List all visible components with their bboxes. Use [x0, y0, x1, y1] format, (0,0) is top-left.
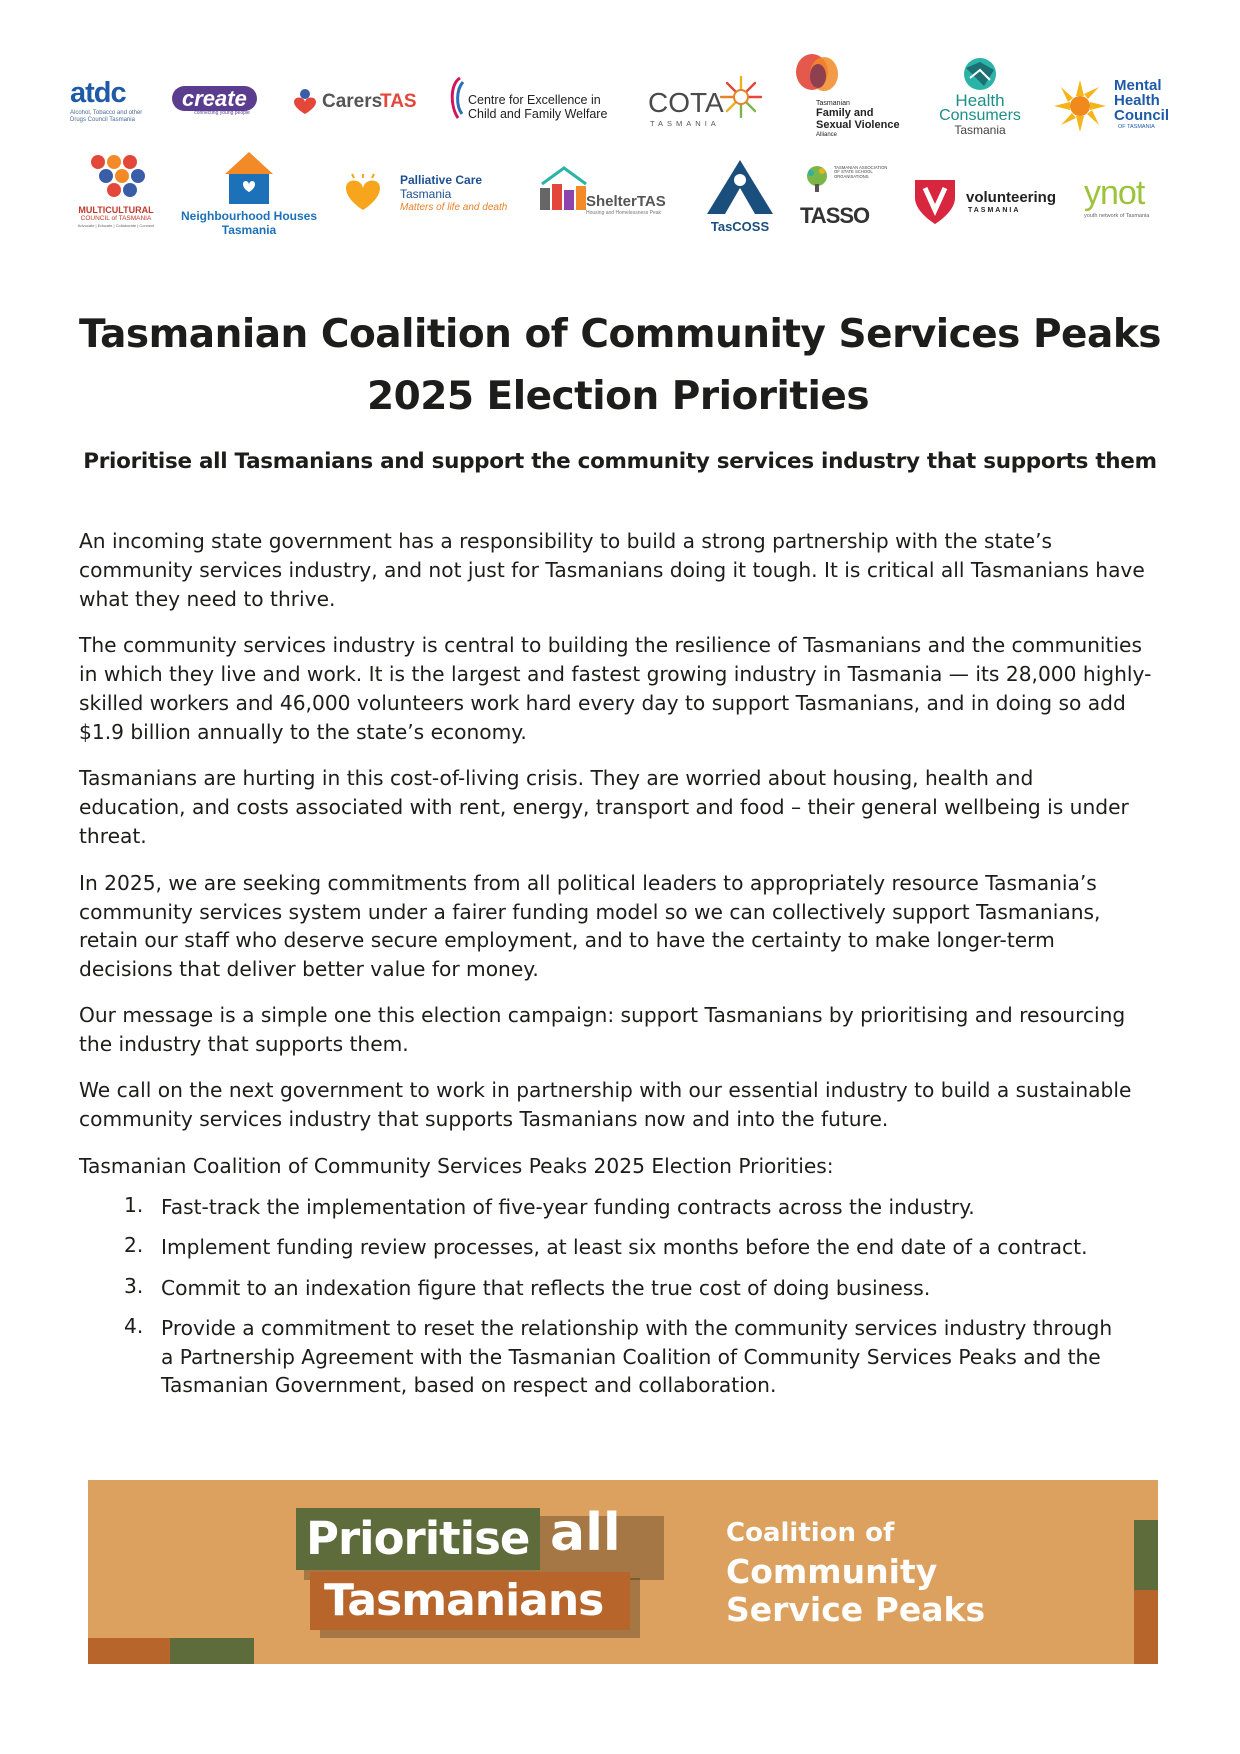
campaign-banner [88, 1480, 1158, 1664]
banner-block-rust-left [88, 1638, 170, 1664]
list-item-text: a Partnership Agreement with the Tasmanian Coalition of Community Services Peaks and the [161, 1345, 1101, 1369]
ynot-logo-name: ynot [1084, 174, 1145, 212]
p3-line3: threat. [79, 824, 147, 848]
cfecfw-logo [448, 76, 628, 124]
mhc-line4: OF TASMANIA [1118, 124, 1155, 130]
hct-line3: Tasmania [954, 123, 1006, 137]
ynot-logo [1084, 176, 1180, 228]
shelter-tas-logo [534, 164, 674, 226]
tasso-small-text: TASMANIAN ASSOCIATION OF STATE SCHOOL ORGANISATIONS [834, 165, 888, 179]
page-subtitle: Prioritise all Tasmanians and support the community services industry that supports them [83, 449, 1157, 474]
fsva-line1: Tasmanian [816, 100, 850, 107]
banner-block-green-right [1134, 1520, 1158, 1590]
p1-line3: what they need to thrive. [79, 587, 336, 611]
create-logo-sub: connecting young people [194, 110, 250, 117]
create-logo [172, 86, 272, 116]
mhc-sun-icon [1052, 78, 1108, 134]
p2-line2: in which they live and work. It is the largest and fastest growing industry in Tasmania — its 28,000 highly- [79, 662, 1152, 686]
pct-logo [340, 168, 520, 226]
carers-heart-icon [290, 88, 320, 116]
volunteering-logo [912, 176, 1062, 230]
carers-logo-name2: TAS [380, 91, 417, 112]
ynot-logo-sub: youth network of Tasmania [1084, 212, 1150, 219]
p6-line1: We call on the next government to work in partnership with our essential industry to build a sustainable [79, 1078, 1132, 1102]
shelter-logo-name: ShelterTAS [586, 193, 666, 210]
list-item-text: Implement funding review processes, at least six months before the end date of a contract. [161, 1235, 1088, 1259]
atdc-logo-sub: Alcohol, Tobacco and other Drugs Council Tasmania [70, 110, 143, 123]
banner-word-all: all [550, 1503, 621, 1563]
p5-line1: Our message is a simple one this election campaign: support Tasmanians by prioritising and resourcing [79, 1003, 1126, 1027]
mcot-logo [68, 152, 164, 234]
list-item-number: 4. [124, 1314, 144, 1338]
pct-line1: Palliative Care [400, 173, 483, 187]
mcot-hexagons-icon [86, 152, 146, 204]
banner-block-green-left [170, 1638, 254, 1664]
nht-logo [176, 150, 322, 240]
p3-line2: education, and costs associated with rent, energy, transport and food – their general wellbeing is under [79, 795, 1129, 819]
hct-globe-icon [960, 56, 1000, 92]
p4-line2: community services system under a fairer funding model so we can collectively support Tasmanians, [79, 900, 1101, 924]
list-item-number: 1. [124, 1193, 144, 1217]
pct-line3: Matters of life and death [400, 202, 508, 213]
fsva-logo [794, 50, 904, 140]
hct-line1: Health [955, 91, 1005, 110]
cota-logo-name: COTA [648, 87, 724, 118]
atdc-logo-name: atdc [70, 77, 126, 109]
mhc-logo [1052, 76, 1172, 140]
nht-line2: Tasmania [221, 223, 277, 237]
nht-house-icon [223, 150, 275, 206]
tasso-tree-icon [802, 164, 832, 194]
tascoss-triangle-icon [705, 158, 775, 216]
p4-line4: decisions that deliver better value for money. [79, 957, 539, 981]
p2-line4: $1.9 billion annually to the state’s economy. [79, 720, 527, 744]
fsva-circles-icon [794, 50, 846, 98]
mcot-line3: Advocate | Educate | Collaborate | Connect [77, 223, 155, 228]
list-item-number: 2. [124, 1233, 144, 1257]
p4-line3: retain our staff who deserve secure employment, and to have the certainty to make longer-term [79, 928, 1055, 952]
list-item-text: Provide a commitment to reset the relationship with the community services industry through [161, 1316, 1113, 1340]
hct-logo [932, 56, 1028, 140]
mcot-line2: COUNCIL of TASMANIA [80, 215, 152, 222]
list-item-text: Tasmanian Government, based on respect and collaboration. [161, 1373, 777, 1397]
p1-line2: community services industry, and not just for Tasmanians doing it tough. It is critical all Tasmanians have [79, 558, 1145, 582]
mcot-line1: MULTICULTURAL [78, 205, 154, 215]
banner-coalition-line1: Coalition of [726, 1518, 895, 1548]
nht-line1: Neighbourhood Houses [181, 209, 317, 223]
shelter-logo-sub: Housing and Homelessness Peak [586, 210, 662, 216]
hct-line2: Consumers [939, 107, 1021, 124]
cota-logo-sub: TASMANIA [650, 119, 720, 128]
banner-coalition-line3: Service Peaks [726, 1590, 986, 1629]
p1-line1: An incoming state government has a responsibility to build a strong partnership with the state’s [79, 529, 1053, 553]
banner-word-tasmanians: Tasmanians [324, 1575, 604, 1626]
tascoss-logo-name: TasCOSS [710, 219, 770, 234]
priorities-intro: Tasmanian Coalition of Community Services Peaks 2025 Election Priorities: [79, 1154, 834, 1178]
tasso-logo [800, 164, 896, 234]
cota-logo [648, 70, 766, 130]
list-item-text: Commit to an indexation figure that reflects the true cost of doing business. [161, 1276, 931, 1300]
volunteering-line1: volunteering [966, 189, 1057, 206]
create-logo-name: create [172, 86, 257, 111]
fsva-line4: Alliance [816, 132, 838, 138]
carers-logo-name1: Carers [322, 91, 383, 112]
tasso-logo-name: TASSO [800, 203, 870, 228]
atdc-logo [70, 78, 158, 123]
p4-line1: In 2025, we are seeking commitments from all political leaders to appropriately resource Tasmania’s [79, 871, 1097, 895]
list-item-number: 3. [124, 1274, 144, 1298]
page-title-line2: 2025 Election Priorities [366, 374, 870, 419]
mhc-line2: Health [1114, 92, 1160, 109]
banner-word-prioritise: Prioritise [306, 1512, 530, 1565]
list-item-text: Fast-track the implementation of five-year funding contracts across the industry. [161, 1195, 975, 1219]
cfecfw-line1: Centre for Excellence in [468, 93, 601, 107]
fsva-line3: Sexual Violence [816, 119, 900, 131]
cfecfw-line2: Child and Family Welfare [468, 107, 608, 121]
tascoss-logo [700, 158, 780, 238]
volunteering-line2: TASMANIA [968, 207, 1021, 214]
banner-coalition-line2: Community [726, 1552, 938, 1591]
mhc-line1: Mental [1114, 77, 1162, 94]
fsva-line2: Family and [816, 107, 874, 119]
pct-heart-icon [340, 172, 386, 216]
page-title-line1: Tasmanian Coalition of Community Services Peaks [79, 312, 1161, 357]
p6-line2: community services industry that supports Tasmanians now and into the future. [79, 1107, 889, 1131]
mhc-line3: Council [1114, 107, 1169, 124]
p5-line2: the industry that supports them. [79, 1032, 409, 1056]
banner-block-rust-right [1134, 1590, 1158, 1664]
p2-line3: skilled workers and 46,000 volunteers work hard every day to support Tasmanians, and in doing so add [79, 691, 1126, 715]
cfecfw-mark-icon [448, 76, 466, 120]
shelter-houses-icon [534, 164, 594, 214]
p3-line1: Tasmanians are hurting in this cost-of-living crisis. They are worried about housing, health and [79, 766, 1034, 790]
volunteering-shield-icon [912, 176, 958, 226]
carers-tas-logo [290, 88, 425, 118]
p2-line1: The community services industry is central to building the resilience of Tasmanians and the communities [79, 633, 1142, 657]
cota-sunburst-icon [716, 72, 766, 122]
pct-line2: Tasmania [400, 187, 452, 201]
